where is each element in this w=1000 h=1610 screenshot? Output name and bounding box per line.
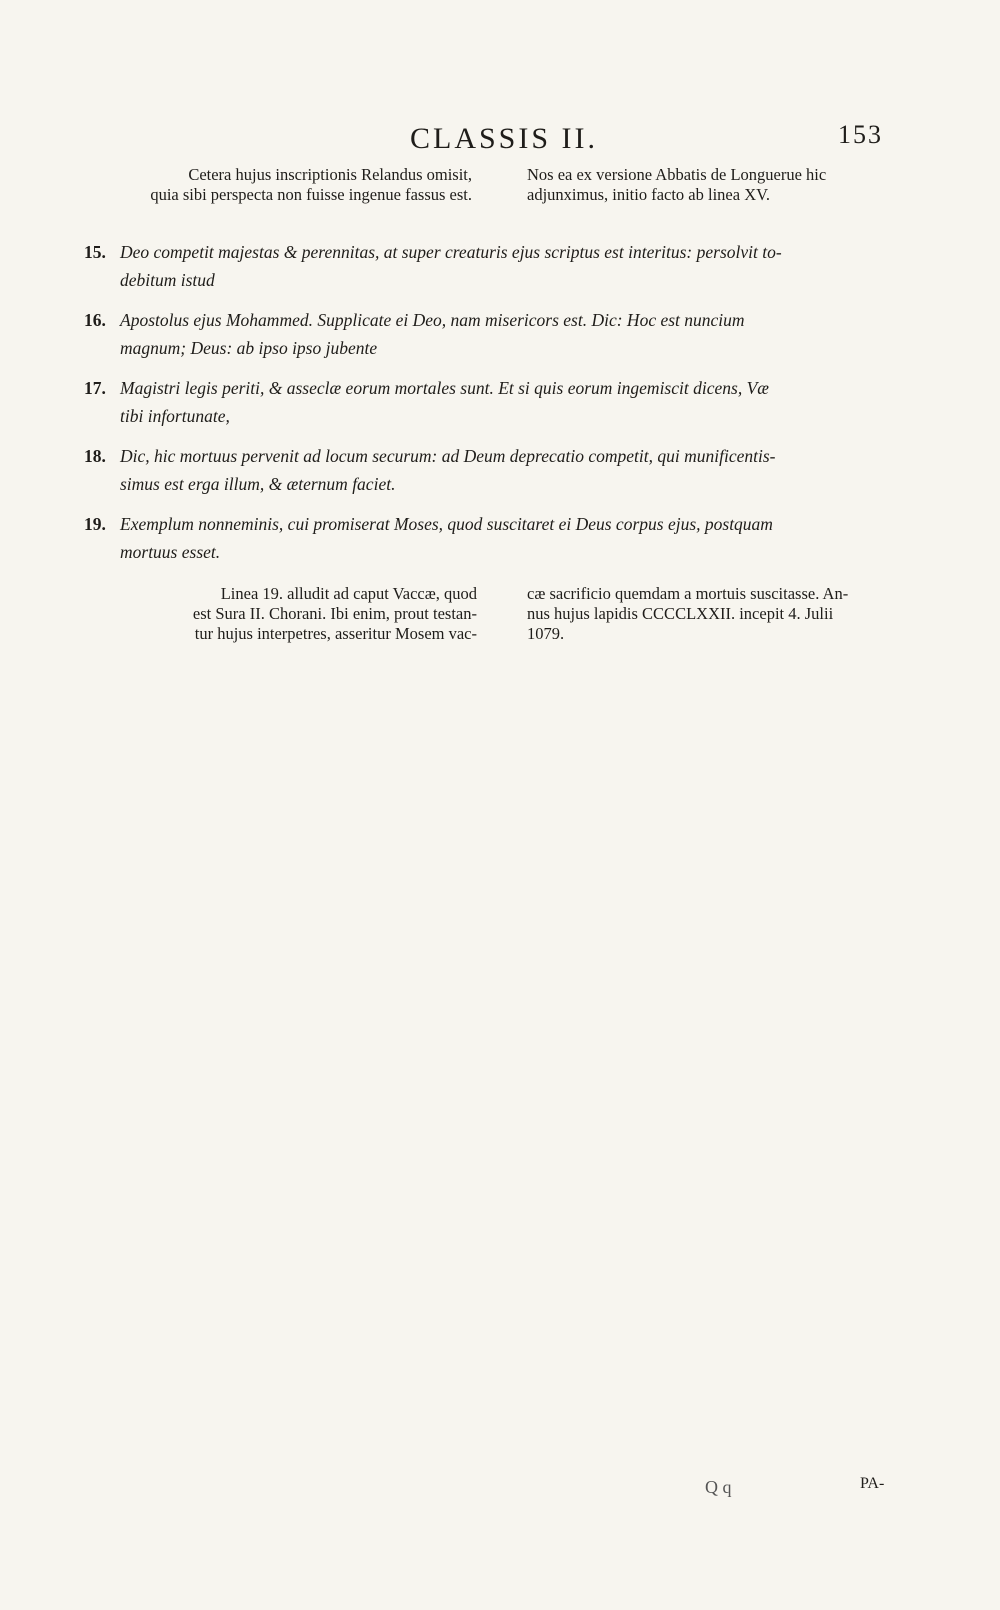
signature-mark: Q q [705,1477,732,1497]
line-number: 15. [84,242,106,262]
intro-right-column [527,165,922,205]
line-text: Dic, hic mortuus pervenit ad locum securum: ad Deum deprecatio competit, qui munificentis- [120,446,776,466]
line-text-continuation: debitum istud [120,270,215,290]
footnote-line: est Sura II. Chorani. Ibi enim, prout testan- [192,604,477,623]
line-text: Magistri legis periti, & asseclæ eorum mortales sunt. Et si quis eorum ingemiscit dicens, Væ [120,378,769,398]
intro-left-line: Cetera hujus inscriptionis Relandus omisit, [188,165,472,184]
footnote-line: Linea 19. alludit ad caput Vaccæ, quod [220,584,477,603]
footnote-line: tur hujus interpetres, asseritur Mosem vac- [194,624,477,643]
line-text: Exemplum nonneminis, cui promiserat Moses, quod suscitaret ei Deus corpus ejus, postquam [120,514,773,534]
footnote [82,584,922,644]
line-text-continuation: magnum; Deus: ab ipso ipso jubente [120,338,378,358]
line-text: Apostolus ejus Mohammed. Supplicate ei Deo, nam misericors est. Dic: Hoc est nuncium [120,310,745,330]
line-text-continuation: tibi infortunate, [120,406,230,426]
footnote-left-column [82,584,477,644]
inscription-line-18 [84,442,924,498]
line-number: 19. [84,514,106,534]
line-text-continuation: mortuus esset. [120,542,221,562]
line-number: 17. [84,378,106,398]
inscription-line-19 [84,510,924,566]
intro-left-column [82,165,472,205]
line-number: 18. [84,446,106,466]
page-number: 153 [838,120,883,149]
intro-right-line: adjunximus, initio facto ab linea XV. [527,185,771,204]
inscription-line-16 [84,306,924,362]
footnote-line: nus hujus lapidis CCCCLXXII. incepit 4. Julii [527,604,834,623]
inscription-lines [84,238,924,578]
inscription-line-15 [84,238,924,294]
intro-left-line: quia sibi perspecta non fuisse ingenue fassus est. [150,185,472,204]
line-text: Deo competit majestas & perennitas, at super creaturis ejus scriptus est interitus: persolvit to- [120,242,782,262]
footnote-right-column [527,584,922,644]
inscription-line-17 [84,374,924,430]
line-text-continuation: simus est erga illum, & æternum faciet. [120,474,396,494]
page-title: CLASSIS II. [410,122,599,155]
footnote-line: cæ sacrificio quemdam a mortuis suscitasse. An- [527,584,849,603]
intro-paragraph [82,165,922,205]
intro-right-line: Nos ea ex versione Abbatis de Longuerue hic [527,165,827,184]
line-number: 16. [84,310,106,330]
footnote-line: 1079. [527,624,565,643]
catchword: PA- [860,1475,885,1492]
